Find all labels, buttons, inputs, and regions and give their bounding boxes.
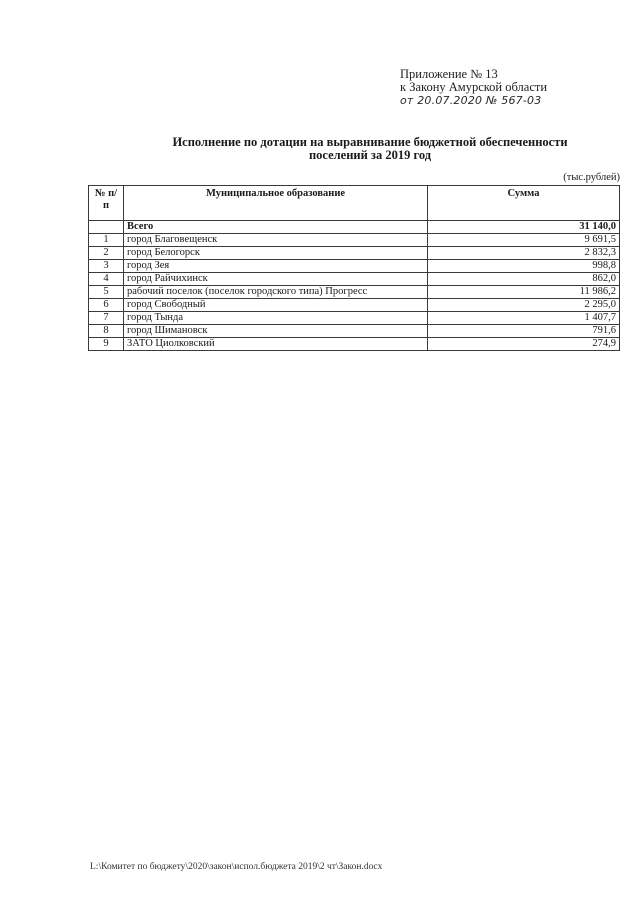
- total-value: 31 140,0: [428, 221, 620, 234]
- row-num: 2: [89, 247, 124, 260]
- table-total-row: [89, 221, 620, 234]
- table-row: [89, 247, 620, 260]
- table-row: [89, 338, 620, 351]
- row-value: 274,9: [428, 338, 620, 351]
- row-name: город Зея: [124, 260, 428, 273]
- table-row: [89, 260, 620, 273]
- row-name: рабочий поселок (поселок городского типа) Прогресс: [124, 286, 428, 299]
- row-value: 791,6: [428, 325, 620, 338]
- row-name: город Белогорск: [124, 247, 428, 260]
- title-line-1: Исполнение по дотации на выравнивание бюджетной обеспеченности: [172, 135, 568, 149]
- row-num: 8: [89, 325, 124, 338]
- row-num: 7: [89, 312, 124, 325]
- header-num: № п/п: [89, 186, 124, 221]
- row-name: город Благовещенск: [124, 234, 428, 247]
- document-title: [100, 136, 640, 162]
- total-num-cell: [89, 221, 124, 234]
- row-num: 5: [89, 286, 124, 299]
- row-value: 11 986,2: [428, 286, 620, 299]
- row-value: 2 295,0: [428, 299, 620, 312]
- row-name: город Райчихинск: [124, 273, 428, 286]
- appendix-number: Приложение № 13: [400, 67, 498, 81]
- file-path-footer: L:\Комитет по бюджету\2020\закон\испол.бюджета 2019\2 чт\Закон.docx: [90, 862, 383, 872]
- row-name: город Шимановск: [124, 325, 428, 338]
- row-name: ЗАТО Циолковский: [124, 338, 428, 351]
- row-num: 3: [89, 260, 124, 273]
- row-num: 4: [89, 273, 124, 286]
- row-num: 6: [89, 299, 124, 312]
- units-label: (тыс.рублей): [563, 172, 620, 183]
- table-row: [89, 299, 620, 312]
- row-num: 9: [89, 338, 124, 351]
- title-line-2: поселений за 2019 год: [308, 148, 432, 162]
- data-table: [88, 185, 620, 351]
- table-row: [89, 312, 620, 325]
- table-row: [89, 325, 620, 338]
- table-header-row: [89, 186, 620, 221]
- appendix-header: [400, 68, 547, 107]
- header-sum: Сумма: [428, 186, 620, 221]
- row-value: 9 691,5: [428, 234, 620, 247]
- table-row: [89, 234, 620, 247]
- row-value: 2 832,3: [428, 247, 620, 260]
- row-value: 862,0: [428, 273, 620, 286]
- table-row: [89, 273, 620, 286]
- total-label: Всего: [124, 221, 428, 234]
- row-name: город Тында: [124, 312, 428, 325]
- appendix-law: к Закону Амурской области: [400, 80, 548, 94]
- appendix-date-number: от 20.07.2020 № 567-03: [400, 94, 542, 107]
- row-num: 1: [89, 234, 124, 247]
- table-row: [89, 286, 620, 299]
- row-value: 1 407,7: [428, 312, 620, 325]
- row-name: город Свободный: [124, 299, 428, 312]
- row-value: 998,8: [428, 260, 620, 273]
- header-name: Муниципальное образование: [124, 186, 428, 221]
